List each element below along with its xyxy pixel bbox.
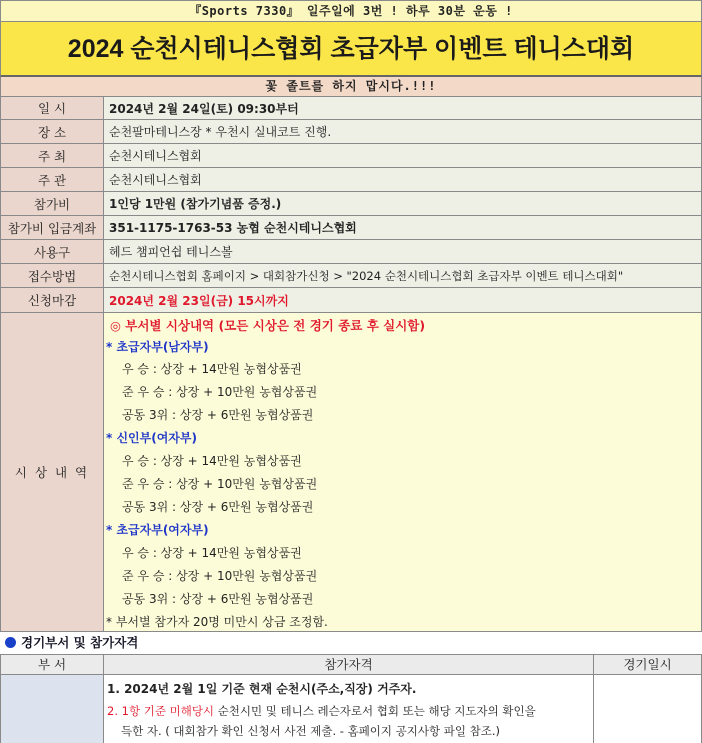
awards-note: * 부서별 참가자 20명 미만시 상금 조정함. xyxy=(106,615,328,629)
qualification-highlight: 1항 기준 미해당시 xyxy=(121,704,215,718)
awards-item: 준 우 승 : 상장 + 10만원 농협상품권 xyxy=(122,477,318,491)
division-table-header xyxy=(0,654,702,675)
awards-section-title: * 신인부(여자부) xyxy=(106,431,197,445)
awards-item: 공동 3위 : 상장 + 6만원 농협상품권 xyxy=(122,592,314,606)
awards-item: 공동 3위 : 상장 + 6만원 농협상품권 xyxy=(122,408,314,422)
info-value: 순천시테니스협회 홈페이지 > 대회참가신청 > "2024 순천시테니스협회 초급자부 이벤트 테니스대회" xyxy=(104,264,701,287)
info-label: 참가비 xyxy=(1,192,104,215)
info-label: 주 최 xyxy=(1,144,104,167)
top-slogan: 『Sports 7330』 일주일에 3번 ! 하루 30분 운동 ! xyxy=(0,0,702,22)
info-label: 참가비 입금계좌 xyxy=(1,216,104,239)
info-row-organizer xyxy=(0,168,702,192)
info-label: 접수방법 xyxy=(1,264,104,287)
info-row-venue xyxy=(0,120,702,144)
awards-row xyxy=(0,313,702,632)
page-title: 2024 순천시테니스협회 초급자부 이벤트 테니스대회 xyxy=(0,22,702,77)
info-value: 순천팔마테니스장 * 우천시 실내코트 진행. xyxy=(104,120,701,143)
awards-content xyxy=(104,313,701,631)
info-label: 주 관 xyxy=(1,168,104,191)
info-label: 장 소 xyxy=(1,120,104,143)
info-label: 일 시 xyxy=(1,97,104,119)
info-value: 1인당 1만원 (참가기념품 증정.) xyxy=(104,192,701,215)
qualification-line-1: 1. 2024년 2월 1일 기준 현재 순천시(주소,직장) 거주자. xyxy=(107,682,417,696)
info-row-registration xyxy=(0,264,702,288)
info-value: 순천시테니스협회 xyxy=(104,144,701,167)
division-table-row xyxy=(0,675,702,743)
header-schedule: 경기일시 xyxy=(623,657,672,672)
info-row-ball xyxy=(0,240,702,264)
info-row-deadline xyxy=(0,288,702,313)
info-label: 사용구 xyxy=(1,240,104,263)
info-value: 351-1175-1763-53 농협 순천시테니스협회 xyxy=(104,216,701,239)
info-value: 2024년 2월 24일(토) 09:30부터 xyxy=(104,97,701,119)
info-row-account xyxy=(0,216,702,240)
division-section-heading xyxy=(0,632,702,654)
info-row-host xyxy=(0,144,702,168)
info-row-date xyxy=(0,97,702,120)
awards-label: 시 상 내 역 xyxy=(1,313,104,631)
awards-item: 준 우 승 : 상장 + 10만원 농협상품권 xyxy=(122,385,318,399)
awards-item: 우 승 : 상장 + 14만원 농협상품권 xyxy=(122,362,302,376)
info-label: 신청마감 xyxy=(1,288,104,312)
header-division: 부 서 xyxy=(1,655,104,674)
awards-item: 우 승 : 상장 + 14만원 농협상품권 xyxy=(122,454,302,468)
awards-item: 공동 3위 : 상장 + 6만원 농협상품권 xyxy=(122,500,314,514)
awards-section-title: * 초급자부(여자부) xyxy=(106,523,209,537)
info-value: 2024년 2월 23일(금) 15시까지 xyxy=(104,288,701,312)
info-row-fee xyxy=(0,192,702,216)
info-value: 헤드 챔피언쉽 테니스볼 xyxy=(104,240,701,263)
sub-slogan: 꽃 졸트를 하지 맙시다.!!! xyxy=(0,77,702,97)
division-section-title: 경기부서 및 참가자격 xyxy=(21,635,139,650)
awards-item: 준 우 승 : 상장 + 10만원 농협상품권 xyxy=(122,569,318,583)
awards-item: 우 승 : 상장 + 14만원 농협상품권 xyxy=(122,546,302,560)
bullet-dot-icon xyxy=(5,637,16,648)
awards-heading: ◎ 부서별 시상내역 (모든 시상은 전 경기 종료 후 실시함) xyxy=(110,318,426,333)
qualification-line-3: 득한 자. ( 대회참가 확인 신청서 사전 제출. - 홈페이지 공지사항 파일 참조.) xyxy=(121,724,501,738)
qualification-cell xyxy=(104,675,594,743)
header-qualification: 참가자격 xyxy=(104,655,594,674)
info-value: 순천시테니스협회 xyxy=(104,168,701,191)
division-cell xyxy=(1,675,104,743)
awards-section-title: * 초급자부(남자부) xyxy=(106,340,209,354)
qualification-line-2: 2. 1항 기준 미해당시 순천시민 및 테니스 레슨자로서 협회 또는 해당 지도자의 확인을 xyxy=(107,704,536,718)
schedule-cell xyxy=(594,675,701,743)
